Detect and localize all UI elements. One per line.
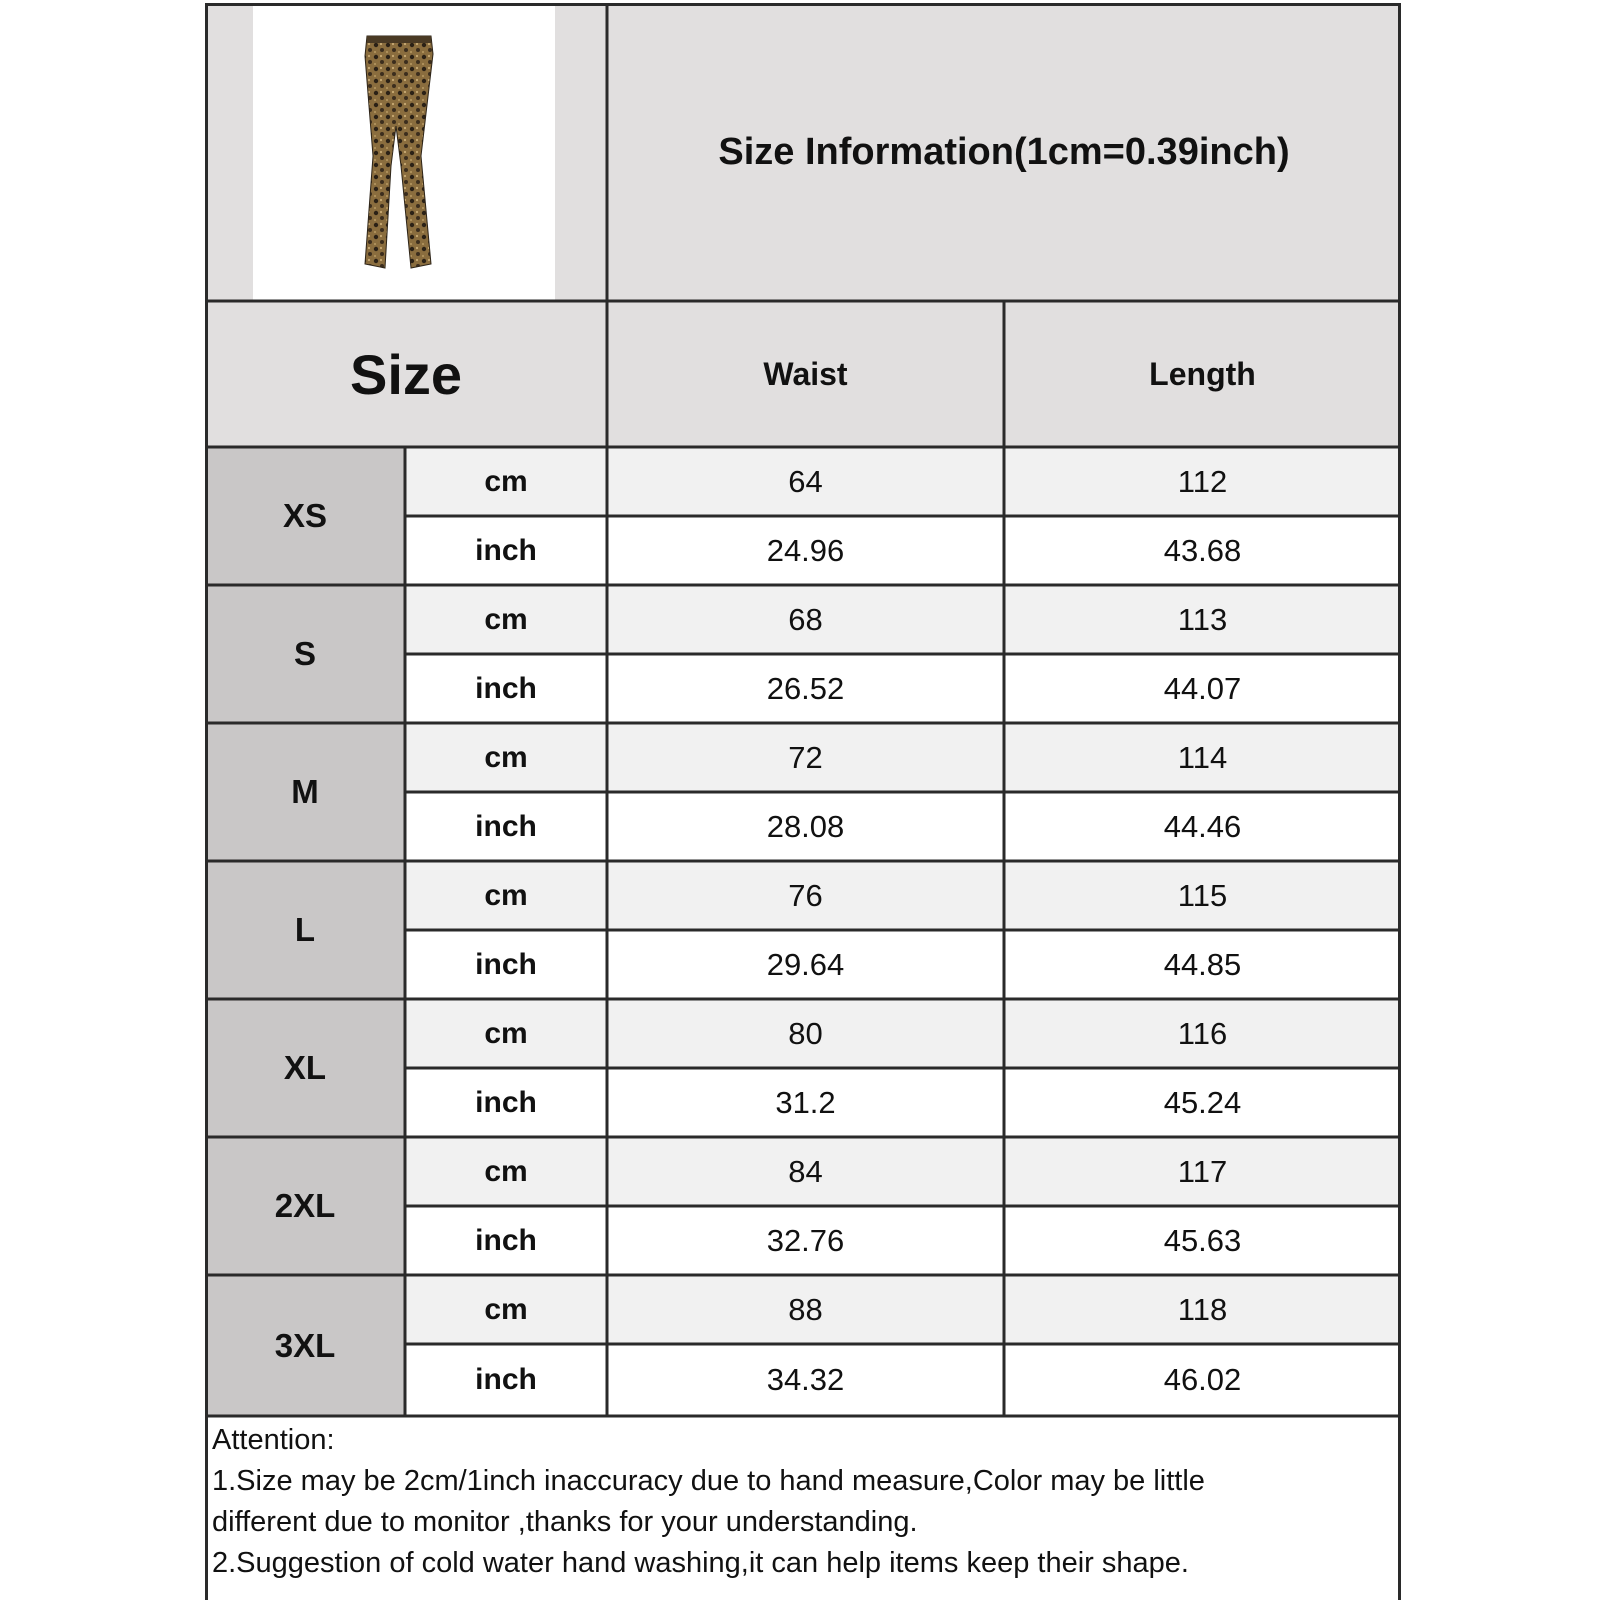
note-line: 2.Suggestion of cold water hand washing,it can help items keep their shape. — [212, 1547, 1189, 1579]
header-waist-label: Waist — [763, 355, 848, 392]
waist-cell — [607, 1068, 1004, 1137]
waist-value: 84 — [788, 1153, 823, 1189]
length-cell — [1004, 999, 1401, 1068]
unit-label: inch — [475, 671, 537, 705]
waist-value: 26.52 — [766, 670, 845, 706]
length-cell — [1004, 1137, 1401, 1206]
length-value: 44.85 — [1163, 946, 1242, 982]
length-value: 112 — [1177, 463, 1228, 499]
size-label: XS — [282, 497, 328, 534]
product-image — [253, 6, 555, 300]
waist-value: 80 — [788, 1015, 823, 1051]
unit-label: cm — [484, 878, 528, 912]
size-label: M — [291, 773, 319, 810]
waist-cell — [607, 1206, 1004, 1275]
waist-cell — [607, 516, 1004, 585]
waist-value: 34.32 — [766, 1362, 845, 1397]
size-cell-l — [205, 861, 405, 999]
length-value: 114 — [1177, 739, 1228, 775]
length-value: 116 — [1177, 1015, 1228, 1051]
waist-cell — [607, 999, 1004, 1068]
size-label: S — [293, 635, 316, 672]
length-value: 44.07 — [1163, 670, 1242, 706]
header-size-label: Size — [349, 342, 463, 406]
unit-cell — [405, 861, 607, 930]
size-cell-xs — [205, 447, 405, 585]
length-cell — [1004, 792, 1401, 861]
waist-cell — [607, 1275, 1004, 1344]
waist-value: 24.96 — [766, 532, 845, 568]
size-label: 3XL — [274, 1326, 336, 1364]
size-chart — [205, 3, 1401, 1600]
unit-cell — [405, 1344, 607, 1416]
unit-label: inch — [475, 1085, 537, 1119]
length-cell — [1004, 585, 1401, 654]
header-waist — [607, 301, 1004, 447]
waist-cell — [607, 792, 1004, 861]
unit-label: inch — [475, 809, 537, 843]
unit-cell — [405, 1068, 607, 1137]
waist-value: 76 — [788, 877, 823, 913]
unit-cell — [405, 999, 607, 1068]
waist-cell — [607, 585, 1004, 654]
size-cell-m — [205, 723, 405, 861]
waist-cell — [607, 861, 1004, 930]
note-line: different due to monitor ,thanks for your understanding. — [212, 1506, 918, 1538]
waist-value: 32.76 — [766, 1222, 845, 1258]
unit-cell — [405, 723, 607, 792]
unit-label: cm — [484, 1292, 528, 1326]
unit-cell — [405, 792, 607, 861]
size-label: 2XL — [274, 1187, 336, 1224]
length-cell — [1004, 1275, 1401, 1344]
waist-value: 28.08 — [766, 808, 845, 844]
size-cell-2xl — [205, 1137, 405, 1275]
attention-notes — [205, 1416, 1401, 1600]
size-label: L — [294, 911, 316, 948]
length-value: 45.63 — [1163, 1222, 1242, 1258]
unit-label: inch — [475, 1223, 537, 1257]
length-cell — [1004, 930, 1401, 999]
waist-value: 68 — [788, 601, 823, 637]
unit-label: inch — [475, 533, 537, 567]
length-value: 117 — [1177, 1153, 1228, 1189]
unit-label: inch — [475, 1363, 537, 1396]
chart-title-cell — [607, 3, 1401, 301]
unit-cell — [405, 654, 607, 723]
unit-label: cm — [484, 1016, 528, 1050]
unit-label: cm — [484, 740, 528, 774]
unit-label: cm — [484, 602, 528, 636]
unit-cell — [405, 1137, 607, 1206]
note-line: 1.Size may be 2cm/1inch inaccuracy due to hand measure,Color may be little — [212, 1465, 1205, 1497]
waist-cell — [607, 447, 1004, 516]
size-cell-xl — [205, 999, 405, 1137]
size-cell-s — [205, 585, 405, 723]
unit-label: inch — [475, 947, 537, 981]
length-cell — [1004, 1068, 1401, 1137]
size-label: XL — [283, 1049, 327, 1086]
header-size — [205, 301, 607, 447]
waist-cell — [607, 1137, 1004, 1206]
unit-cell — [405, 447, 607, 516]
waist-value: 88 — [788, 1291, 823, 1327]
length-cell — [1004, 1344, 1401, 1416]
waist-cell — [607, 1344, 1004, 1416]
length-value: 118 — [1177, 1291, 1228, 1327]
length-value: 113 — [1177, 601, 1228, 637]
chart-title: Size Information(1cm=0.39inch) — [718, 130, 1290, 173]
unit-label: cm — [484, 1154, 528, 1188]
length-cell — [1004, 654, 1401, 723]
unit-cell — [405, 585, 607, 654]
waist-value: 31.2 — [775, 1084, 836, 1120]
waist-value: 64 — [788, 463, 823, 499]
length-cell — [1004, 1206, 1401, 1275]
length-value: 46.02 — [1163, 1362, 1242, 1397]
header-length-label: Length — [1149, 355, 1256, 392]
waist-value: 72 — [788, 739, 823, 775]
waist-cell — [607, 930, 1004, 999]
size-cell-3xl — [205, 1275, 405, 1416]
header-length — [1004, 301, 1401, 447]
waist-cell — [607, 723, 1004, 792]
length-cell — [1004, 516, 1401, 585]
unit-label: cm — [484, 464, 528, 498]
length-cell — [1004, 723, 1401, 792]
unit-cell — [405, 516, 607, 585]
length-value: 44.46 — [1163, 808, 1242, 844]
product-photo-cell — [205, 3, 607, 301]
waist-cell — [607, 654, 1004, 723]
waist-value: 29.64 — [766, 946, 845, 982]
unit-cell — [405, 1206, 607, 1275]
notes-heading: Attention: — [212, 1424, 335, 1456]
length-value: 43.68 — [1163, 532, 1242, 568]
length-value: 45.24 — [1163, 1084, 1242, 1120]
length-cell — [1004, 447, 1401, 516]
unit-cell — [405, 930, 607, 999]
length-cell — [1004, 861, 1401, 930]
leopard-pants-icon — [253, 6, 555, 300]
length-value: 115 — [1177, 877, 1228, 913]
unit-cell — [405, 1275, 607, 1344]
